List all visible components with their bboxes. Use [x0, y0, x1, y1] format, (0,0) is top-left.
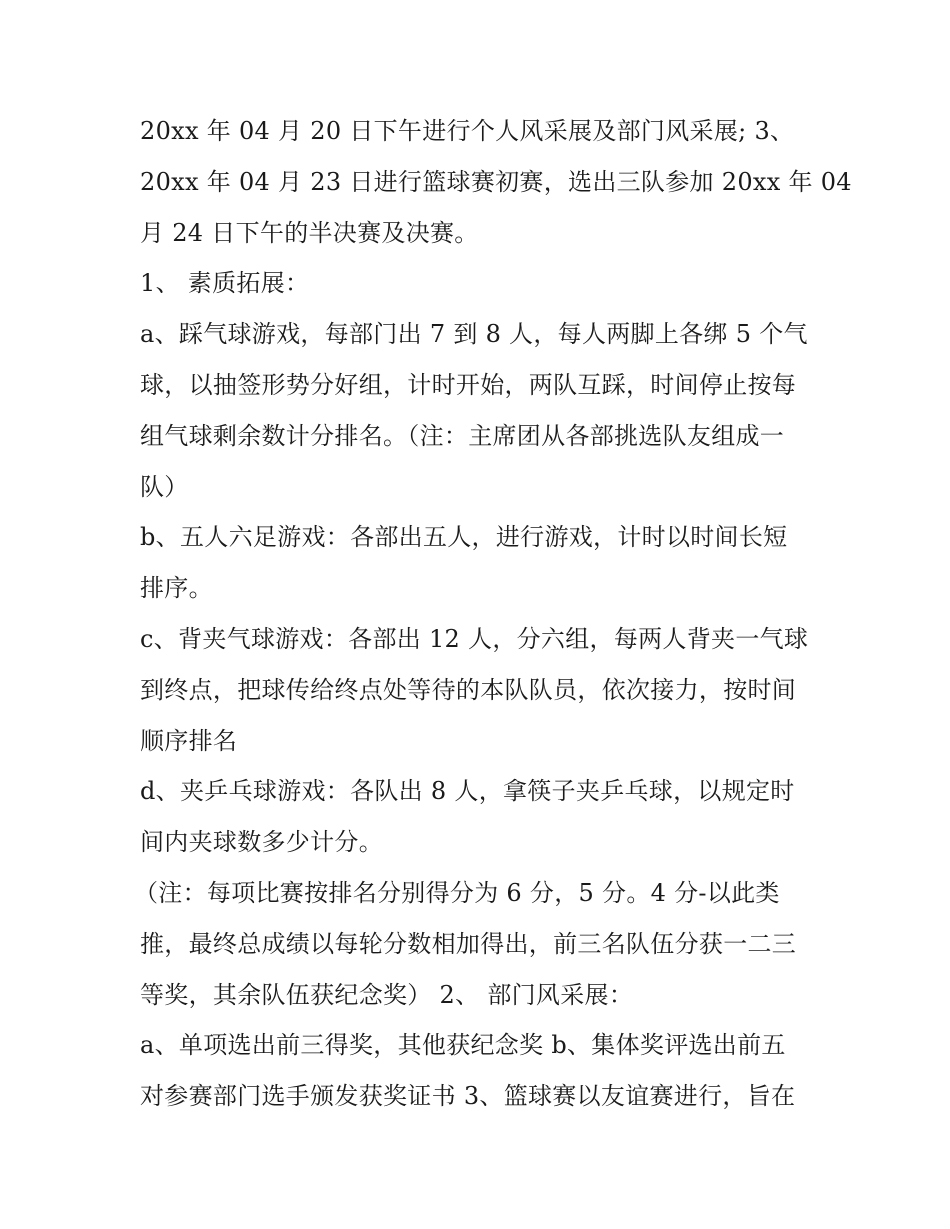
- text-line: 推，最终总成绩以每轮分数相加得出，前三名队伍分获一二三: [140, 929, 797, 958]
- text-line: 排序。: [140, 574, 213, 603]
- text-line: 月 24 日下午的半决赛及决赛。: [140, 218, 479, 247]
- text-line: b、五人六足游戏：各部出五人，进行游戏，计时以时间长短: [140, 523, 788, 552]
- note-line: （注：每项比赛按排名分别得分为 6 分，5 分。4 分-以此类: [134, 878, 780, 907]
- text-line: 队）: [140, 472, 189, 501]
- text-line: 对参赛部门选手颁发获奖证书 3、篮球赛以友谊赛进行，旨在: [140, 1082, 796, 1111]
- text-line: 间内夹球数多少计分。: [140, 828, 383, 857]
- text-line: 20xx 年 04 月 20 日下午进行个人风采展及部门风采展; 3、: [140, 117, 795, 145]
- text-line: 球，以抽签形势分好组，计时开始，两队互踩，时间停止按每: [140, 370, 797, 399]
- text-line: 组气球剩余数计分排名。（注：主席团从各部挑选队友组成一: [140, 421, 785, 450]
- text-line: d、夹乒乓球游戏：各队出 8 人，拿筷子夹乒乓球，以规定时: [140, 777, 795, 806]
- document-body: [134, 106, 852, 1122]
- section-heading-1: 1、 素质拓展：: [140, 269, 310, 298]
- text-line: 等奖，其余队伍获纪念奖） 2、 部门风采展：: [140, 980, 634, 1009]
- text-line: a、单项选出前三得奖，其他获纪念奖 b、集体奖评选出前五: [140, 1031, 786, 1060]
- text-line: 20xx 年 04 月 23 日进行篮球赛初赛，选出三队参加 20xx 年 04: [140, 167, 852, 196]
- text-line: 到终点，把球传给终点处等待的本队队员，依次接力，按时间: [140, 675, 797, 704]
- text-line: a、踩气球游戏，每部门出 7 到 8 人，每人两脚上各绑 5 个气: [140, 320, 808, 349]
- text-line: c、背夹气球游戏：各部出 12 人，分六组，每两人背夹一气球: [140, 624, 809, 653]
- text-line: 顺序排名: [140, 726, 238, 755]
